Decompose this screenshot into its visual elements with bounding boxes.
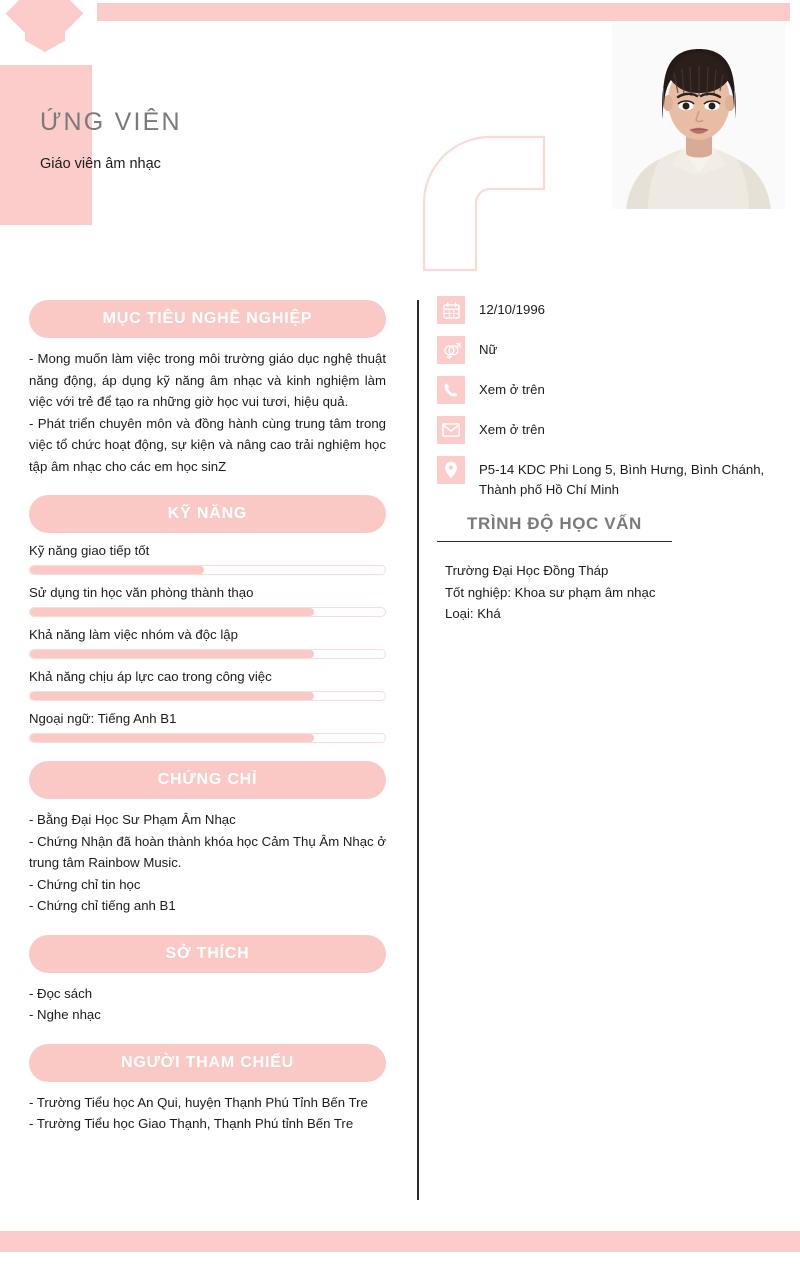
- right-column: [437, 296, 777, 624]
- education-body: [445, 560, 677, 623]
- section-header-hobbies: SỞ THÍCH: [29, 935, 386, 973]
- page-title: ỨNG VIÊN: [40, 108, 182, 136]
- skill-label: Kỹ năng giao tiếp tốt: [29, 543, 150, 559]
- certificate-item: - Chứng Nhận đã hoàn thành khóa học Cảm Thụ Âm Nhạc ở trung tâm Rainbow Music.: [29, 833, 386, 871]
- education-line: Trường Đại Học Đồng Tháp: [445, 563, 609, 579]
- section-header-certificates: CHỨNG CHỈ: [29, 761, 386, 799]
- skill-label: Khả năng làm việc nhóm và độc lập: [29, 627, 238, 643]
- skills-list: [29, 543, 386, 743]
- skill-item: [29, 669, 386, 701]
- contact-row-email: [437, 416, 777, 444]
- skill-fill: [30, 650, 314, 658]
- education-header: [437, 514, 672, 543]
- skill-label: Khả năng chịu áp lực cao trong công việc: [29, 669, 272, 685]
- skill-fill: [30, 734, 314, 742]
- gender-icon: [437, 336, 465, 364]
- name-backdrop: [0, 65, 92, 225]
- section-header-references: NGƯỜI THAM CHIẾU: [29, 1044, 386, 1082]
- certificate-item: - Bằng Đại Học Sư Phạm Âm Nhạc: [29, 812, 236, 828]
- envelope-icon: [437, 416, 465, 444]
- skill-item: [29, 711, 386, 743]
- objective-paragraph: - Phát triển chuyên môn và đồng hành cùng trung tâm trong việc tổ chức hoạt động, sự kiện và nâng cao trải nghiệm học tập âm nhạc cho các em học sinZ: [29, 415, 386, 474]
- skill-fill: [30, 608, 314, 616]
- objective-body: [29, 348, 386, 477]
- contact-value: Xem ở trên: [479, 382, 545, 397]
- contact-row-phone: [437, 376, 777, 404]
- skill-track: [29, 691, 386, 701]
- top-accent-bar: [97, 3, 790, 21]
- section-header-objective: MỤC TIÊU NGHỀ NGHIỆP: [29, 300, 386, 338]
- certificate-item: - Chứng chỉ tin học: [29, 876, 141, 892]
- skill-track: [29, 607, 386, 617]
- skill-fill: [30, 692, 314, 700]
- education-line: Loại: Khá: [445, 605, 501, 621]
- candidate-role: Giáo viên âm nhạc: [40, 156, 161, 172]
- candidate-photo: [612, 23, 785, 209]
- skill-label: Sử dụng tin học văn phòng thành thạo: [29, 585, 254, 601]
- hobbies-body: [29, 983, 386, 1026]
- calendar-icon: [437, 296, 465, 324]
- skill-label: Ngoại ngữ: Tiếng Anh B1: [29, 711, 177, 727]
- certificates-body: [29, 809, 386, 917]
- education-underline: [437, 541, 672, 543]
- skill-item: [29, 585, 386, 617]
- bottom-accent-bar: [0, 1231, 800, 1252]
- skill-track: [29, 733, 386, 743]
- education-line: Tốt nghiệp: Khoa sư phạm âm nhạc: [445, 584, 656, 600]
- contact-row-gender: [437, 336, 777, 364]
- column-divider: [417, 300, 419, 1200]
- references-body: [29, 1092, 386, 1135]
- contact-row-address: [437, 456, 777, 500]
- certificate-item: - Chứng chỉ tiếng anh B1: [29, 898, 176, 914]
- skill-track: [29, 649, 386, 659]
- reference-item: - Trường Tiểu học Giao Thạnh, Thạnh Phú tỉnh Bến Tre: [29, 1116, 354, 1132]
- quarter-arc-decoration: [422, 135, 546, 272]
- location-pin-icon: [437, 456, 465, 484]
- graduation-cap-base: [25, 27, 65, 52]
- contact-row-birthdate: [437, 296, 777, 324]
- graduation-cap-icon: [6, 0, 84, 62]
- skill-fill: [30, 566, 204, 574]
- section-header-education: TRÌNH ĐỘ HỌC VẤN: [467, 513, 642, 533]
- reference-item: - Trường Tiểu học An Qui, huyện Thạnh Phú Tỉnh Bến Tre: [29, 1094, 368, 1110]
- phone-icon: [437, 376, 465, 404]
- objective-paragraph: - Mong muốn làm việc trong môi trường giáo dục nghệ thuật năng động, áp dụng kỹ năng âm nhạc và kinh nghiệm làm việc với trẻ để tạo ra những giờ học vui tươi, hiệu quả.: [29, 351, 386, 410]
- hobby-item: - Nghe nhạc: [29, 1007, 101, 1023]
- skill-track: [29, 565, 386, 575]
- contact-value: P5-14 KDC Phi Long 5, Bình Hưng, Bình Chánh, Thành phố Hồ Chí Minh: [479, 462, 765, 497]
- hobby-item: - Đọc sách: [29, 985, 93, 1001]
- skill-item: [29, 627, 386, 659]
- contact-value: 12/10/1996: [479, 302, 546, 317]
- contact-value: Nữ: [479, 342, 498, 357]
- skill-item: [29, 543, 386, 575]
- contact-value: Xem ở trên: [479, 422, 545, 437]
- left-column: [29, 300, 386, 1135]
- section-header-skills: KỸ NĂNG: [29, 495, 386, 533]
